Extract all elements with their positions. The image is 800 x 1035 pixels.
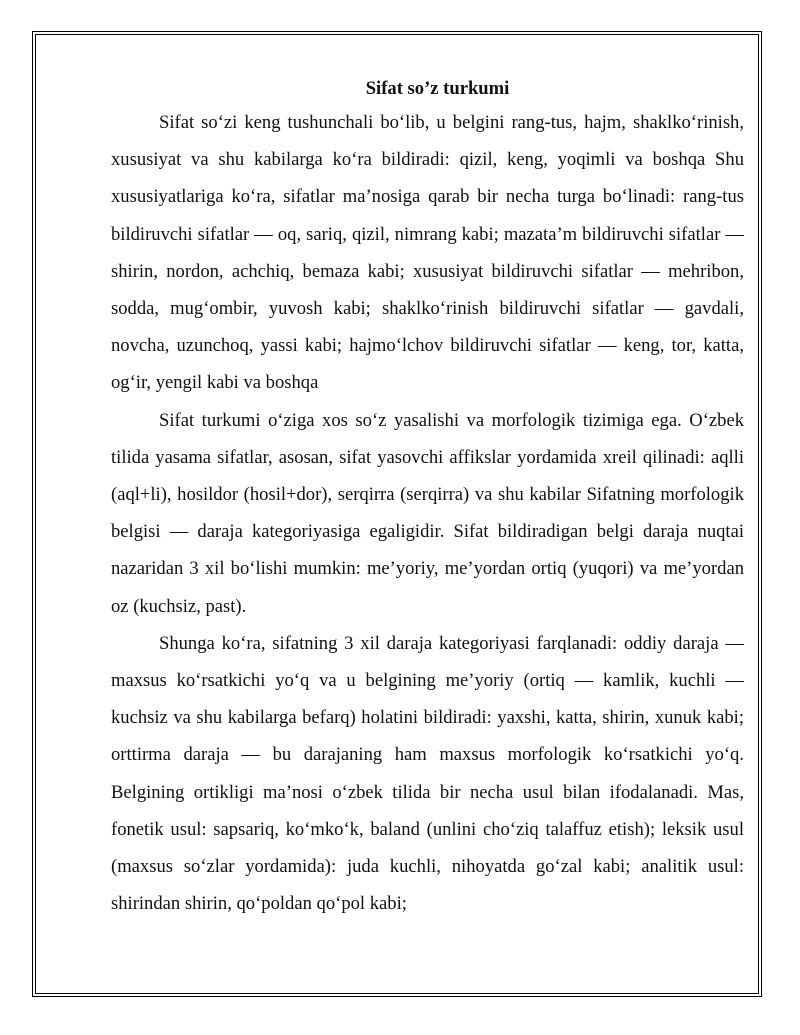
paragraph-1: Sifat so‘zi keng tushunchali bo‘lib, u belgini rang-tus, hajm, shaklko‘rinish, xususiyat va shu kabilarga ko‘ra bildiradi: qizil, keng, yoqimli va boshqa Shu xususiyatlariga ko‘ra, sifatlar ma’nosiga qarab bir necha turga bo‘linadi: rang-tus bildiruvchi sifatlar — oq, sariq, qizil, nimrang kabi; mazata’m bildiruvchi sifatlar — shirin, nordon, achchiq, bemaza kabi; xususiyat bildiruvchi sifatlar — mehribon, sodda, mug‘ombir, yuvosh kabi; shaklko‘rinish bildiruvchi sifatlar — gavdali, novcha, uzunchoq, yassi kabi; hajmo‘lchov bildiruvchi sifatlar — keng, tor, katta, og‘ir, yengil kabi va boshqa <box>111 112 744 394</box>
paragraph-3: Shunga ko‘ra, sifatning 3 xil daraja kategoriyasi farqlanadi: oddiy daraja —maxsus ko‘rsatkichi yo‘q va u belgining me’yoriy (ortiq — kamlik, kuchli — kuchsiz va shu kabilarga befarq) holatini bildiradi: yaxshi, katta, shirin, xunuk kabi; orttirma daraja — bu darajaning ham maxsus morfologik ko‘rsatkichi yo‘q. Belgining ortikligi ma’nosi o‘zbek tilida bir necha usul bilan ifodalanadi. Mas, fonetik usul: sapsariq, ko‘mko‘k, baland (unlini cho‘ziq talaffuz etish); leksik usul (maxsus so‘zlar yordamida): juda kuchli, nihoyatda go‘zal kabi; analitik usul: shirindan shirin, qo‘poldan qo‘pol kabi; <box>111 632 744 915</box>
paragraph-2: Sifat turkumi o‘ziga xos so‘z yasalishi va morfologik tizimiga ega. O‘zbek tilida yasama sifatlar, asosan, sifat yasovchi affikslar yordamida xreil qilinadi: aqlli (aql+li), hosildor (hosil+dor), serqirra (serqirra) va shu kabilar Sifatning morfologik belgisi — daraja kategoriyasiga egaligidir. Sifat bildiradigan belgi daraja nuqtai nazaridan 3 xil bo‘lishi mumkin: me’yoriy, me’yordan ortiq (yuqori) va me’yordan oz (kuchsiz, past). <box>111 409 744 617</box>
document-title: Sifat so’z turkumi <box>365 78 510 99</box>
document-body <box>111 74 744 922</box>
